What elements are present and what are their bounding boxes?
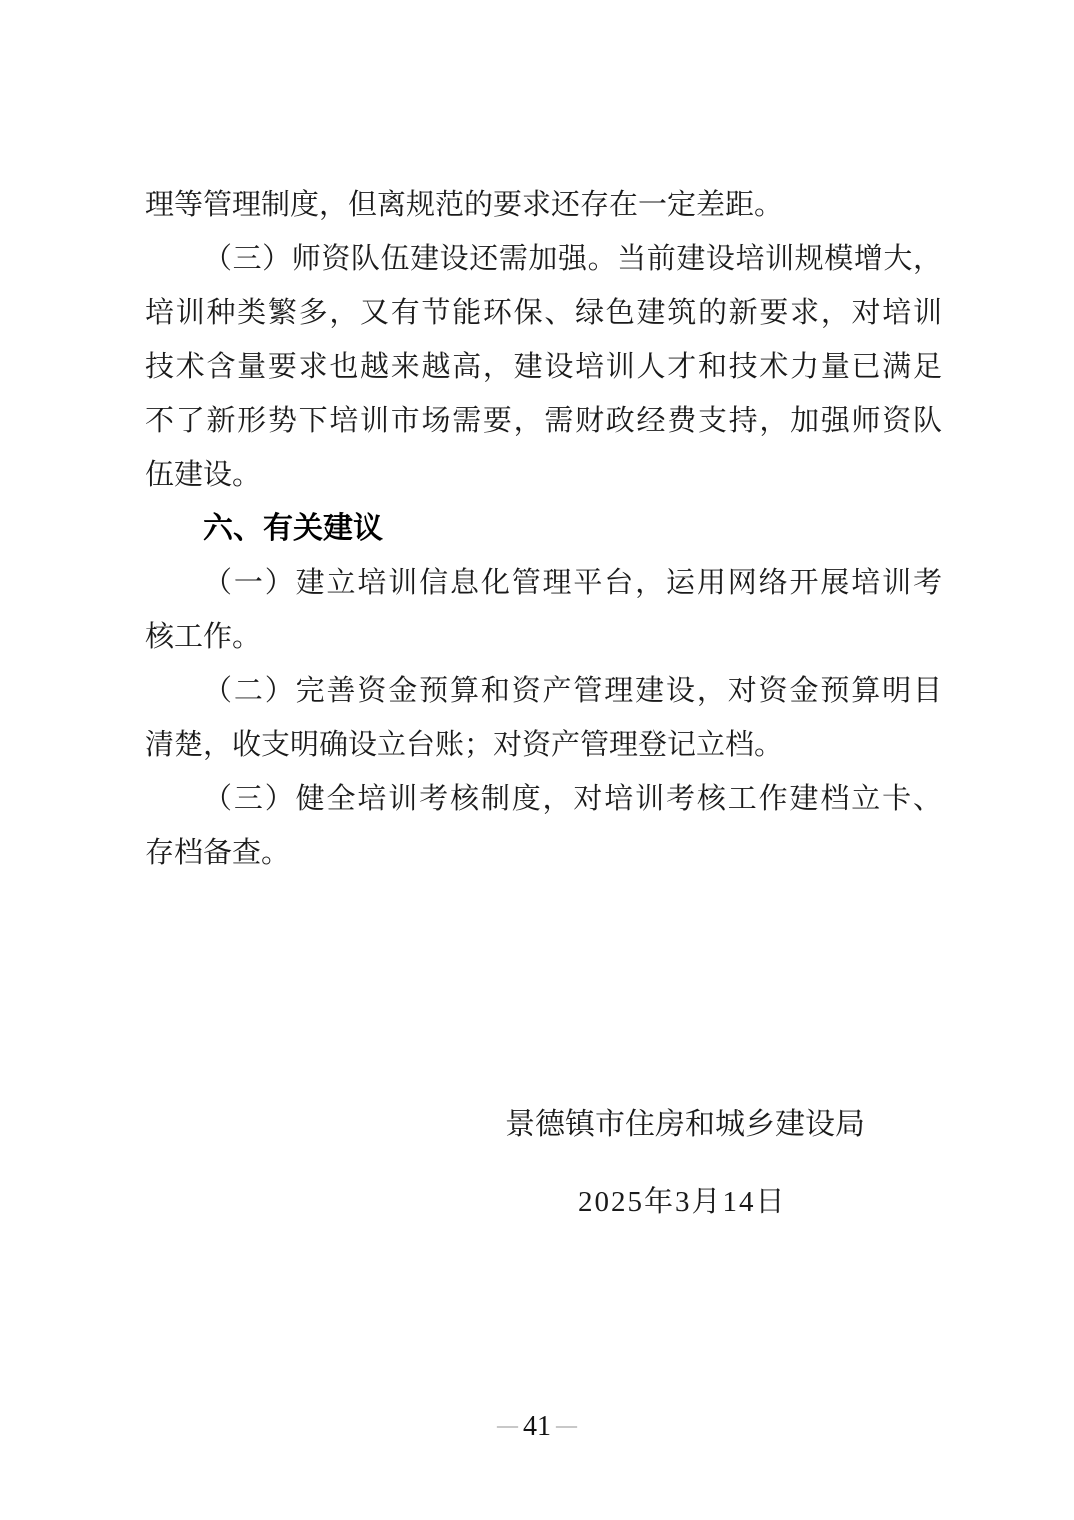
body-line: 培训种类繁多，又有节能环保、绿色建筑的新要求，对培训 (145, 297, 942, 329)
page-number-right-dash: — (556, 1413, 577, 1437)
document-body (145, 178, 942, 880)
body-line: 伍建设。 (145, 459, 262, 491)
body-line: 清楚，收支明确设立台账；对资产管理登记立档。 (145, 729, 784, 761)
page-number-value: 41 (523, 1411, 551, 1442)
body-line: （一）建立培训信息化管理平台，运用网络开展培训考 (203, 567, 942, 599)
page-number-left-dash: — (497, 1413, 518, 1437)
body-line: （三）健全培训考核制度，对培训考核工作建档立卡、 (203, 783, 942, 815)
body-line: 核工作。 (145, 621, 262, 653)
signature-organization: 景德镇市住房和城乡建设局 (505, 1108, 865, 1141)
section-heading: 六、有关建议 (203, 512, 383, 545)
signature-date: 2025年3月14日 (578, 1186, 787, 1218)
page-number (0, 1408, 1074, 1444)
body-line: 存档备查。 (145, 837, 291, 869)
body-line: 理等管理制度，但离规范的要求还存在一定差距。 (145, 189, 784, 221)
body-line: （三）师资队伍建设还需加强。当前建设培训规模增大， (203, 243, 942, 275)
body-line: 不了新形势下培训市场需要，需财政经费支持，加强师资队 (145, 405, 942, 437)
body-line: 技术含量要求也越来越高，建设培训人才和技术力量已满足 (145, 351, 942, 383)
body-line: （二）完善资金预算和资产管理建设，对资金预算明目 (203, 675, 942, 707)
